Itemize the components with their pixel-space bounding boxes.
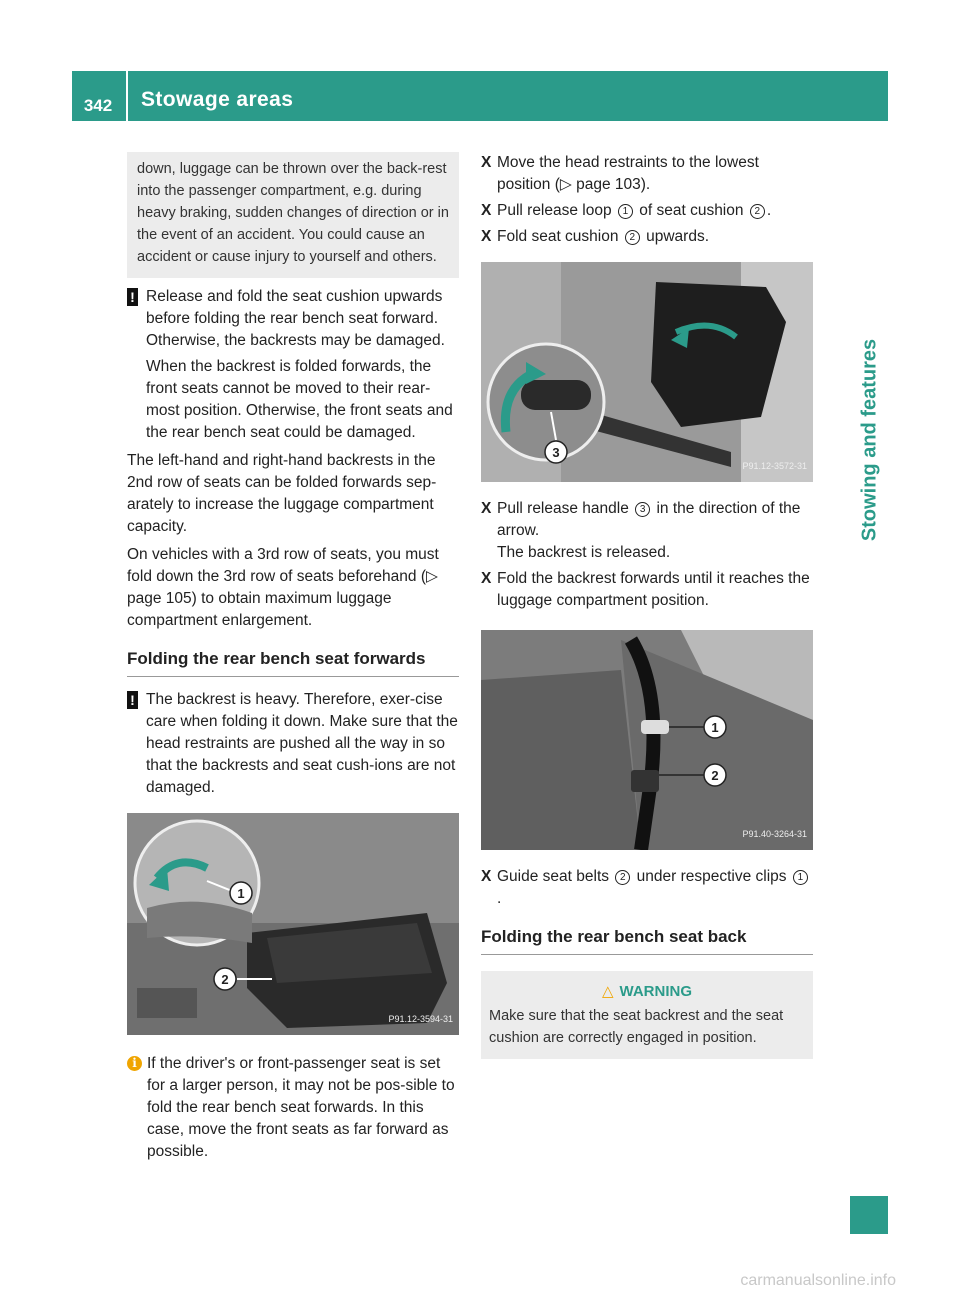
notice-1-text: Release and fold the seat cushion upwards before folding the rear bench seat forward. Otherwise, the backrests may be damaged. [146,288,445,349]
step-2-text-2: of seat cushion [639,202,744,219]
step-1 [481,152,813,196]
marker-2-icon: 2 [750,204,765,219]
step-4-text: Pull release handle [497,500,629,517]
marker-1-icon: 1 [793,870,808,885]
step-6-text: Guide seat belts [497,868,610,885]
step-2 [481,200,813,222]
notice-2-text: The backrest is heavy. Therefore, exer-cise care when folding it down. Make sure that the head restraints are pushed all the way in so that the backrests and seat cush-ions are not damaged. [146,691,458,796]
photo-code: P91.12-3594-31 [388,1014,453,1024]
notice-block-1 [127,286,459,444]
step-5 [481,568,813,612]
photo-release-handle [481,262,813,482]
step-arrow-icon: X [481,154,492,171]
seat-belts-illustration [481,630,813,850]
marker-2-icon: 2 [625,230,640,245]
side-tab-label: Stowing and features [858,338,881,542]
step-2-end: . [766,202,772,219]
photo-code: P91.40-3264-31 [742,829,807,839]
info-text: If the driver's or front-passenger seat is set for a larger person, it may not be pos-sible to fold the rear bench seat forwards. In this case, move the front seats as far forward as possible. [147,1055,455,1160]
notice-block-2 [127,689,459,799]
step-arrow-icon: X [481,570,492,587]
step-6-end: . [497,890,502,907]
header-divider [126,71,128,121]
section-heading-folding-forwards: Folding the rear bench seat forwards [127,648,459,677]
side-tab-block [850,1196,888,1234]
marker-1-label: 1 [237,886,245,901]
warning-triangle-icon: △ [601,983,614,1000]
paragraph-2: On vehicles with a 3rd row of seats, you must fold down the 3rd row of seats beforehand (▷ page 105) to obtain maximum luggage compartment enlargement. [127,546,439,629]
marker-1-label: 1 [711,720,719,735]
section-heading-folding-back: Folding the rear bench seat back [481,926,813,955]
info-block [127,1053,459,1163]
photo-seat-belts [481,630,813,850]
info-icon: i [127,1056,142,1071]
seat-cushion-illustration [127,813,459,1035]
step-4-result: The backrest is released. [497,544,671,561]
marker-3-icon: 3 [635,502,650,517]
step-arrow-icon: X [481,228,492,245]
paragraph-1: The left-hand and right-hand backrests in the 2nd row of seats can be folded forwards sep-arately to increase the luggage compartment capacity. [127,452,437,535]
step-arrow-icon: X [481,202,492,219]
warning-text: Make sure that the seat backrest and the seat cushion are correctly engaged in position. [489,1008,784,1046]
notice-1-text-2: When the backrest is folded forwards, the front seats cannot be moved to their rear-most position. Otherwise, the front seats and the rear bench seat could be damaged. [146,358,453,441]
page-number: 342 [83,96,113,115]
step-3 [481,226,813,248]
warning-heading [489,981,805,1003]
exclamation-icon: ! [127,691,138,709]
step-4-text-2: in the direction of the arrow. [497,500,801,539]
step-1-text: Move the head restraints to the lowest position (▷ page 103). [497,154,759,193]
photo-code: P91.12-3572-31 [742,461,807,471]
marker-1-icon: 1 [618,204,633,219]
marker-2-label: 2 [711,768,719,783]
step-3-text: Fold seat cushion [497,228,619,245]
warning-box [481,971,813,1059]
release-handle-illustration [481,262,813,482]
page-title: Stowage areas [141,88,294,111]
right-column [481,152,813,1059]
exclamation-icon: ! [127,288,138,306]
step-2-text: Pull release loop [497,202,612,219]
warning-title: WARNING [619,983,693,1000]
marker-2-icon: 2 [615,870,630,885]
step-4 [481,498,813,564]
warning-continuation: down, luggage can be thrown over the back-rest into the passenger compartment, e.g. during heavy braking, sudden changes of direction or in the event of an accident. You could cause an accident or cause injury to yourself and others. [127,152,459,278]
step-6 [481,866,813,910]
step-arrow-icon: X [481,500,492,517]
step-3-text-2: upwards. [646,228,710,245]
watermark: carmanualsonline.info [740,1272,896,1289]
step-arrow-icon: X [481,868,492,885]
marker-2-label: 2 [221,972,229,987]
step-6-text-2: under respective clips [636,868,787,885]
left-column [127,152,459,1163]
photo-seat-cushion [127,813,459,1035]
step-5-text: Fold the backrest forwards until it reaches the luggage compartment position. [497,570,810,609]
side-tab [850,121,888,1302]
marker-3-label: 3 [552,445,560,460]
